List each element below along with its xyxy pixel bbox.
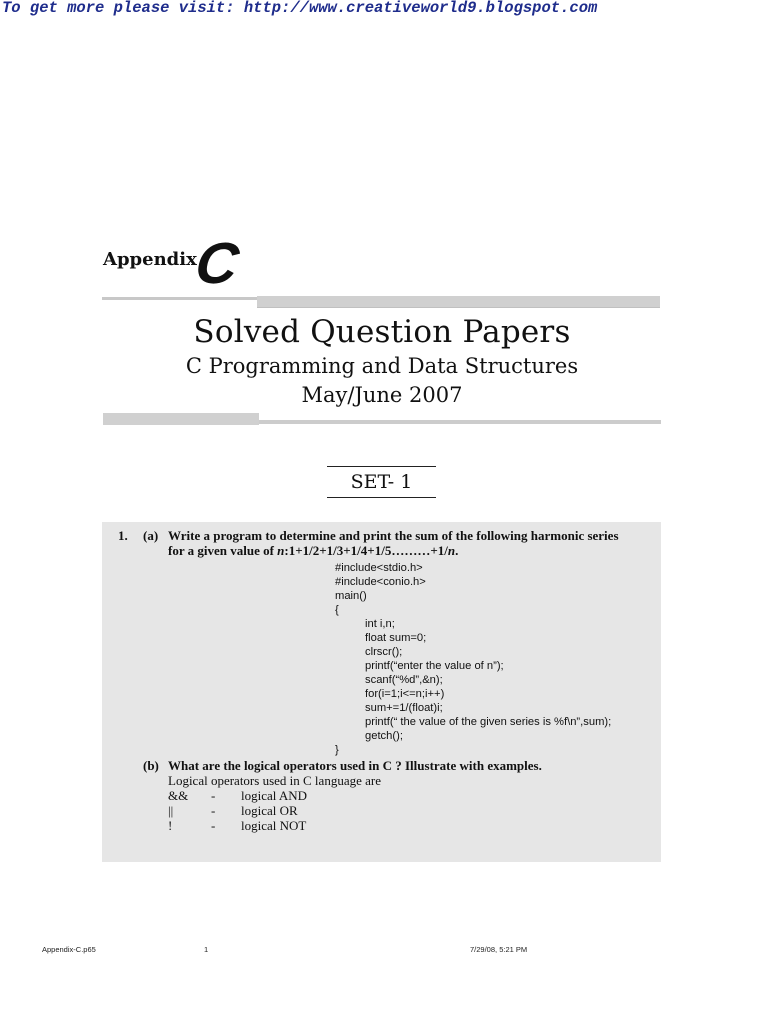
part-a-series: :1+1/2+1/3+1/4+1/5………+1/: [284, 543, 448, 558]
question-number: 1.: [118, 528, 128, 543]
session-title: May/June 2007: [301, 383, 463, 407]
code-line: }: [335, 744, 339, 756]
part-a-line2: [168, 543, 458, 558]
part-a-line2-prefix: for a given value of: [168, 543, 278, 558]
part-a-variable-end: n: [447, 543, 456, 558]
header-rule-underline: [257, 307, 660, 308]
operator-symbol: &&: [168, 788, 189, 803]
part-b-label: (b): [143, 758, 159, 773]
code-line: #include<conio.h>: [335, 576, 426, 588]
part-a-line1: Write a program to determine and print the sum of the following harmonic series: [168, 528, 619, 543]
operator-meaning: logical OR: [241, 803, 298, 818]
footer-rule-right: [259, 420, 661, 424]
appendix-letter: C: [191, 231, 243, 296]
footer-rule-left: [103, 413, 259, 425]
part-b-intro: Logical operators used in C language are: [168, 773, 381, 788]
code-line: sum+=1/(float)i;: [365, 702, 443, 714]
part-a-line2-end: .: [455, 543, 459, 558]
footer-page-number: 1: [204, 945, 209, 954]
operator-symbol: ||: [168, 803, 174, 818]
header-rule-left: [102, 297, 258, 300]
source-banner: To get more please visit: http://www.creativeworld9.blogspot.com: [2, 0, 598, 17]
code-line: for(i=1;i<=n;i++): [365, 688, 445, 700]
code-line: getch();: [365, 730, 403, 742]
page-title: Solved Question Papers: [193, 314, 571, 350]
code-line: scanf(“%d”,&n);: [365, 674, 443, 686]
operator-symbol: !: [168, 818, 173, 833]
part-a-variable: n: [277, 543, 285, 558]
part-b-heading: What are the logical operators used in C ? Illustrate with examples.: [168, 758, 542, 773]
footer-filename: Appendix-C.p65: [42, 945, 96, 954]
code-line: clrscr();: [365, 646, 403, 658]
code-line: {: [335, 604, 339, 616]
title-block: [102, 312, 662, 410]
operator-meaning: logical AND: [241, 788, 308, 803]
code-line: #include<stdio.h>: [335, 562, 423, 574]
code-line: int i,n;: [365, 618, 395, 630]
operator-dash: -: [211, 803, 216, 818]
operator-meaning: logical NOT: [241, 818, 307, 833]
code-line: printf(“ the value of the given series is %f\n”,sum);: [365, 716, 612, 728]
code-line: float sum=0;: [365, 632, 427, 644]
code-line: main(): [335, 590, 367, 602]
footer-timestamp: 7/29/08, 5:21 PM: [470, 945, 528, 954]
code-line: printf(“enter the value of n”);: [365, 660, 504, 672]
set-heading: SET- 1: [327, 466, 436, 498]
operator-dash: -: [211, 818, 216, 833]
part-a-label: (a): [143, 528, 159, 543]
operator-dash: -: [211, 788, 216, 803]
appendix-label: Appendix: [103, 249, 197, 270]
subject-title: C Programming and Data Structures: [185, 354, 579, 378]
